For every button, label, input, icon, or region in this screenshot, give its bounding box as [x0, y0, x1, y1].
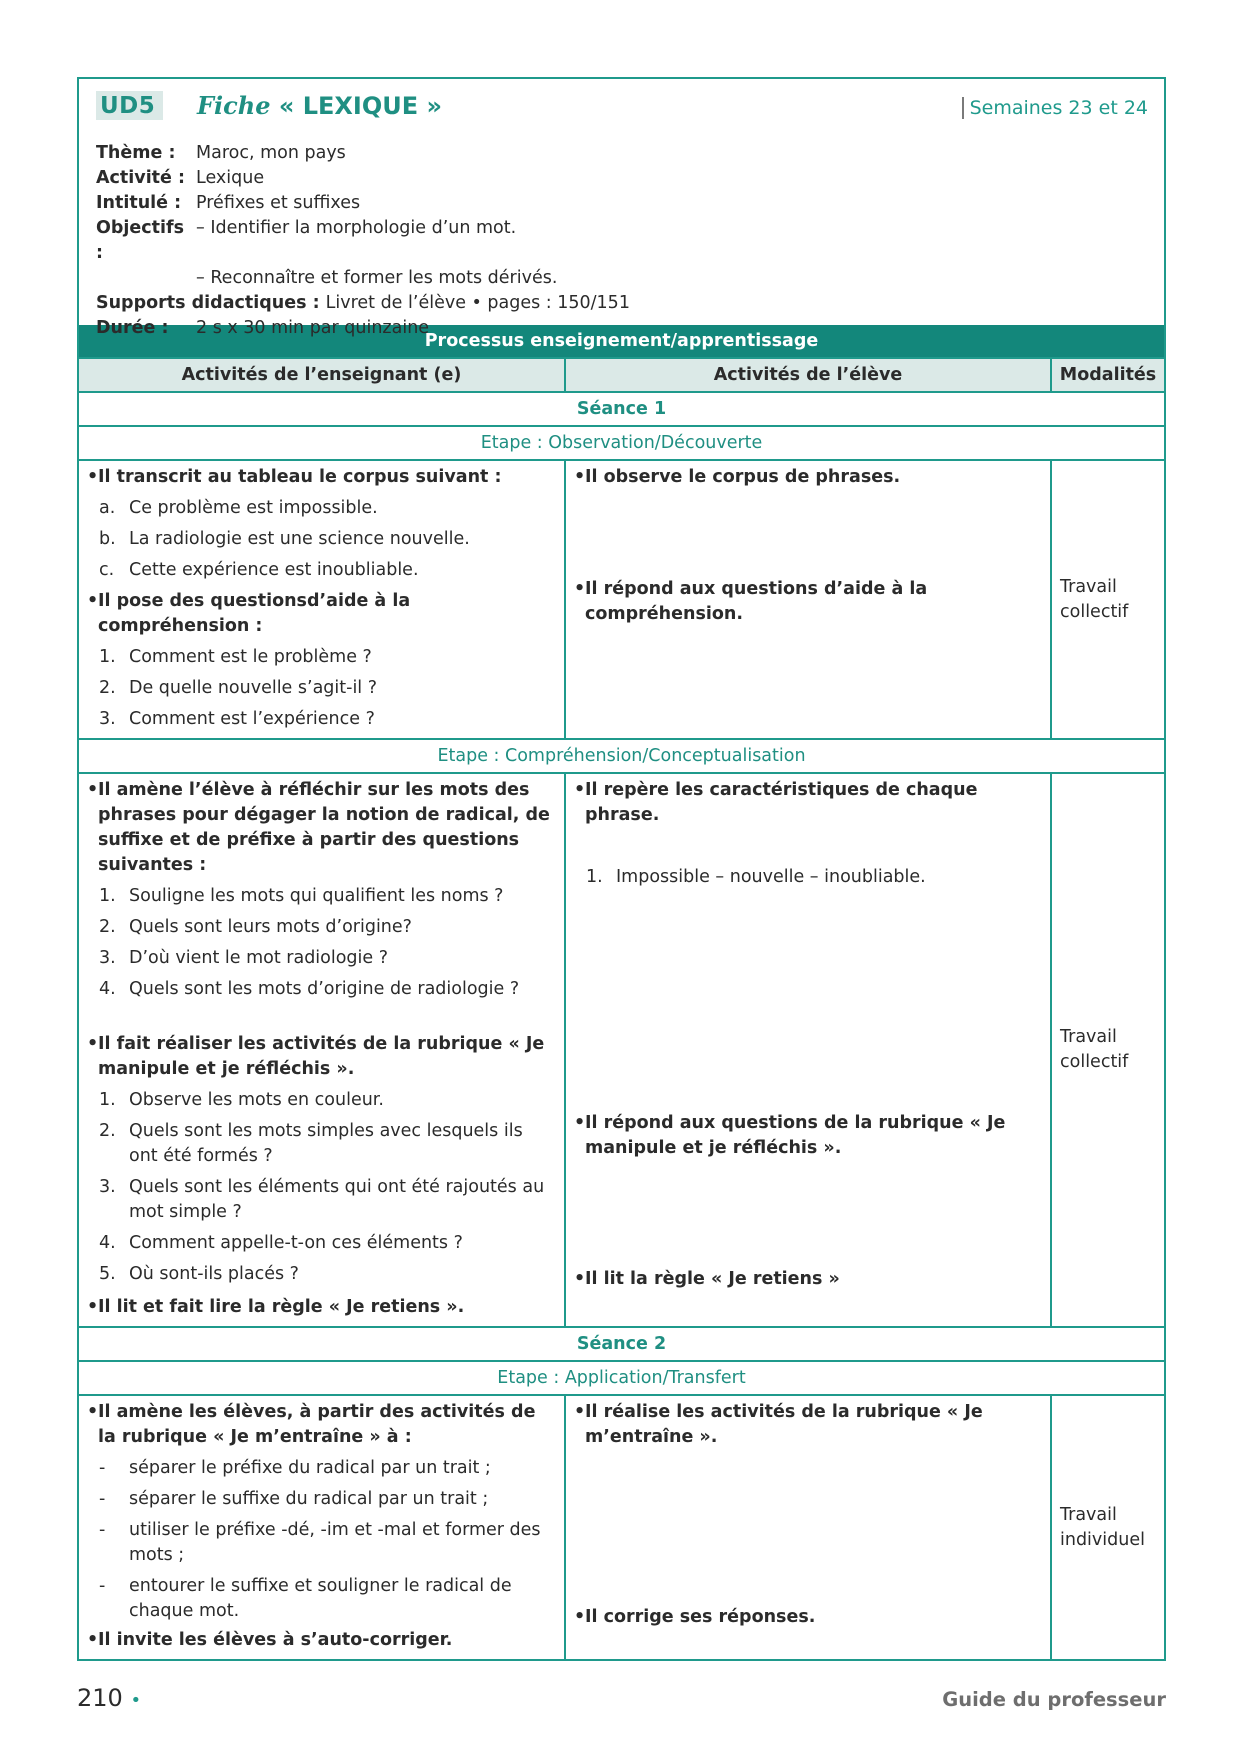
list-item-text: La radiologie est une science nouvelle.	[129, 529, 470, 549]
col-teacher-header: Activités de l’enseignant (e)	[79, 358, 565, 392]
lesson-sheet	[77, 77, 1166, 1661]
e3-modal-line-1: Travail	[1060, 1504, 1117, 1525]
objectif-2: – Reconnaître et former les mots dérivés.	[196, 268, 558, 288]
list-item	[87, 1175, 554, 1225]
list-item-text: Comment appelle-t-on ces éléments ?	[129, 1233, 463, 1253]
intitule-value: Préfixes et suffixes	[196, 193, 361, 213]
list-item-text: D’où vient le mot radiologie ?	[129, 948, 389, 968]
fiche-prefix: Fiche	[197, 91, 271, 120]
fiche-title: « LEXIQUE »	[278, 92, 442, 120]
e2-modal-line-1: Travail	[1060, 1027, 1117, 1047]
list-item-marker: c.	[99, 560, 115, 580]
e2-student-bullet-2: Il répond aux questions de la rubrique « Je manipule et je réfléchis ».	[585, 1113, 1006, 1158]
etape-1-teacher-cell: • Il transcrit au tableau le corpus suivant : a. Ce problème est impossible. b. La radiologie est une science nouvelle. c. Cette expérience est inoubliable. • Il pose des questionsd’aide à la compréhension : 1. Comment est le problème ? 2. De quelle nouvelle s’agit-il ? 3. Comment est l’expérience ?	[79, 460, 565, 739]
list-item	[87, 1119, 554, 1169]
e1-student-bullet-2: Il répond aux questions d’aide à la compréhension.	[585, 579, 928, 624]
list-item-text: Cette expérience est inoubliable.	[129, 560, 419, 580]
e3-student-bullet-2: Il corrige ses réponses.	[585, 1607, 816, 1627]
page-number-bullet: •	[130, 1690, 142, 1711]
intitule-key: Intitulé :	[96, 193, 182, 213]
list-item	[87, 645, 554, 670]
list-item	[87, 884, 554, 909]
etape-1-student-cell: • Il observe le corpus de phrases. • Il répond aux questions d’aide à la compréhension.	[565, 460, 1051, 739]
list-item-text: utiliser le préfixe -dé, -im et -mal et former des mots ;	[129, 1520, 541, 1565]
list-item-marker: -	[99, 1576, 106, 1596]
unit-badge: UD5	[96, 91, 163, 120]
supports-key: Supports didactiques :	[96, 293, 320, 313]
list-item-text: Quels sont les éléments qui ont été rajoutés au mot simple ?	[129, 1177, 545, 1222]
list-item	[87, 1088, 554, 1113]
list-item-marker: a.	[99, 498, 116, 518]
list-item	[87, 1574, 554, 1624]
e2-teacher-list-1	[87, 884, 554, 1002]
process-title: Processus enseignement/apprentissage	[79, 325, 1164, 358]
list-item-marker: 3.	[99, 948, 116, 968]
list-item-marker: 3.	[99, 1177, 116, 1197]
e3-teacher-bullet-1: Il amène les élèves, à partir des activités de la rubrique « Je m’entraîne » à :	[98, 1402, 536, 1447]
e1-teacher-list-1	[87, 496, 554, 583]
list-item-text: Où sont-ils placés ?	[129, 1264, 299, 1284]
e2-teacher-bullet-3: Il lit et fait lire la règle « Je retiens ».	[98, 1297, 465, 1317]
list-item-marker: -	[99, 1458, 106, 1478]
list-item	[87, 676, 554, 701]
list-item-marker: 1.	[99, 886, 116, 906]
activite-key: Activité :	[96, 168, 186, 188]
col-student-header: Activités de l’élève	[565, 358, 1051, 392]
supports-value: Livret de l’élève • pages : 150/151	[325, 293, 630, 313]
list-item	[87, 946, 554, 971]
etape-3-student-cell: • Il réalise les activités de la rubrique « Je m’entraîne ». • Il corrige ses réponses.	[565, 1395, 1051, 1659]
list-item	[87, 915, 554, 940]
list-item	[87, 707, 554, 732]
etape-3-teacher-cell: • Il amène les élèves, à partir des activités de la rubrique « Je m’entraîne » à : - séparer le préfixe du radical par un trait ; - séparer le suffixe du radical par un trait ; - utiliser le préfixe -dé, -im et -mal et former des mots ; - entourer le suffixe et souligner le radical de chaque mot. • Il invite les élèves à s’auto-corriger.	[79, 1395, 565, 1659]
list-item-marker: 3.	[99, 709, 116, 729]
list-item-text: séparer le suffixe du radical par un trait ;	[129, 1489, 489, 1509]
guide-label: Guide du professeur	[942, 1688, 1166, 1711]
list-item-marker: b.	[99, 529, 116, 549]
page-title	[197, 91, 442, 120]
objectif-1: – Identifier la morphologie d’un mot.	[196, 218, 517, 238]
list-item	[87, 1231, 554, 1256]
e2-teacher-bullet-2: Il fait réaliser les activités de la rubrique « Je manipule et je réfléchis ».	[98, 1034, 545, 1079]
e3-modal-line-2: individuel	[1060, 1529, 1145, 1550]
list-item	[87, 977, 554, 1002]
theme-value: Maroc, mon pays	[196, 143, 346, 163]
seance-1-label: Séance 1	[79, 392, 1164, 426]
e3-teacher-bullet-2: Il invite les élèves à s’auto-corriger.	[98, 1630, 453, 1650]
duree-value: 2 s x 30 min par quinzaine	[196, 318, 430, 338]
objectifs-spacer	[96, 266, 196, 291]
duree-key: Durée :	[96, 318, 169, 338]
e1-modal-line-2: collectif	[1060, 601, 1129, 622]
list-item-text: Quels sont les mots d’origine de radiologie ?	[129, 979, 520, 999]
e1-teacher-list-2	[87, 645, 554, 732]
weeks-label: Semaines 23 et 24	[962, 97, 1148, 119]
list-item-text: De quelle nouvelle s’agit-il ?	[129, 678, 378, 698]
e1-modal-line-1: Travail	[1060, 576, 1117, 597]
page-number	[77, 1684, 141, 1712]
list-item-text: séparer le préfixe du radical par un trait ;	[129, 1458, 491, 1478]
lesson-meta	[96, 141, 630, 341]
list-item-marker: 5.	[99, 1264, 116, 1284]
list-item	[87, 1456, 554, 1481]
etape-2-student-cell: • Il repère les caractéristiques de chaque phrase. 1. Impossible – nouvelle – inoubliable. • Il répond aux questions de la rubrique « Je manipule et je réfléchis ». • Il lit la règle « Je retiens »	[565, 773, 1051, 1327]
e2-student-item-number: 1.	[586, 867, 603, 887]
list-item-text: entourer le suffixe et souligner le radical de chaque mot.	[129, 1576, 512, 1621]
e3-student-bullet-1: Il réalise les activités de la rubrique « Je m’entraîne ».	[585, 1402, 983, 1447]
list-item-marker: 1.	[99, 1090, 116, 1110]
etape-1-modalite	[1051, 460, 1164, 739]
e2-student-bullet-1: Il repère les caractéristiques de chaque phrase.	[585, 780, 978, 825]
e1-teacher-bullet-2: Il pose des questionsd’aide à la compréhension :	[98, 591, 411, 636]
list-item	[87, 1518, 554, 1568]
list-item-text: Comment est l’expérience ?	[129, 709, 375, 729]
etape-1-label: Etape : Observation/Découverte	[79, 426, 1164, 460]
list-item	[87, 1487, 554, 1512]
list-item-text: Comment est le problème ?	[129, 647, 372, 667]
activite-value: Lexique	[196, 168, 265, 188]
etape-3-label: Etape : Application/Transfert	[79, 1361, 1164, 1395]
e1-student-bullet-1: Il observe le corpus de phrases.	[585, 467, 901, 487]
e2-teacher-bullet-1: Il amène l’élève à réfléchir sur les mots des phrases pour dégager la notion de radical, de suffixe et de préfixe à partir des questions suivantes :	[98, 780, 550, 875]
etape-2-teacher-cell: • Il amène l’élève à réfléchir sur les mots des phrases pour dégager la notion de radical, de suffixe et de préfixe à partir des questions suivantes : 1. Souligne les mots qui qualifient les noms ? 2. Quels sont leurs mots d’origine? 3. D’où vient le mot radiologie ? 4. Quels sont les mots d’origine de radiologie ? • Il fait réaliser les activités de la rubrique « Je manipule et je réfléchis ». 1. Observe les mots en couleur. 2. Quels sont les mots simples avec lesquels ils ont été formés ? 3. Quels sont les éléments qui ont été rajoutés au mot simple ? 4. Comment appelle-t-on ces éléments ? 5. Où sont-ils placés ? • Il lit et fait lire la règle « Je retiens ».	[79, 773, 565, 1327]
theme-key: Thème :	[96, 143, 176, 163]
list-item-marker: 2.	[99, 1121, 116, 1141]
list-item-marker: 2.	[99, 678, 116, 698]
page-number-value: 210	[77, 1684, 123, 1712]
etape-2-label: Etape : Compréhension/Conceptualisation	[79, 739, 1164, 773]
list-item-marker: 2.	[99, 917, 116, 937]
e2-modal-line-2: collectif	[1060, 1052, 1129, 1072]
e3-teacher-list	[87, 1456, 554, 1624]
e2-student-bullet-3: Il lit la règle « Je retiens »	[585, 1269, 840, 1289]
list-item-text: Quels sont les mots simples avec lesquels ils ont été formés ?	[129, 1121, 523, 1166]
list-item-marker: 4.	[99, 979, 116, 999]
list-item	[87, 1262, 554, 1287]
list-item-marker: 1.	[99, 647, 116, 667]
sheet-header	[79, 79, 1164, 338]
list-item	[87, 558, 554, 583]
e2-student-item-text: Impossible – nouvelle – inoubliable.	[616, 867, 926, 887]
col-modal-header: Modalités	[1051, 358, 1164, 392]
list-item	[87, 496, 554, 521]
seance-2-label: Séance 2	[79, 1327, 1164, 1361]
etape-2-modalite	[1051, 773, 1164, 1327]
list-item-marker: -	[99, 1520, 106, 1540]
e1-teacher-bullet-1: Il transcrit au tableau le corpus suivant :	[98, 467, 502, 487]
list-item-marker: 4.	[99, 1233, 116, 1253]
objectifs-key: Objectifs :	[96, 218, 185, 263]
process-table	[79, 325, 1164, 1659]
list-item	[87, 527, 554, 552]
etape-3-modalite	[1051, 1395, 1164, 1659]
list-item-text: Quels sont leurs mots d’origine?	[129, 917, 412, 937]
e2-teacher-list-2	[87, 1088, 554, 1287]
list-item-text: Ce problème est impossible.	[129, 498, 378, 518]
list-item-text: Souligne les mots qui qualifient les noms ?	[129, 886, 504, 906]
list-item-marker: -	[99, 1489, 106, 1509]
list-item-text: Observe les mots en couleur.	[129, 1090, 384, 1110]
